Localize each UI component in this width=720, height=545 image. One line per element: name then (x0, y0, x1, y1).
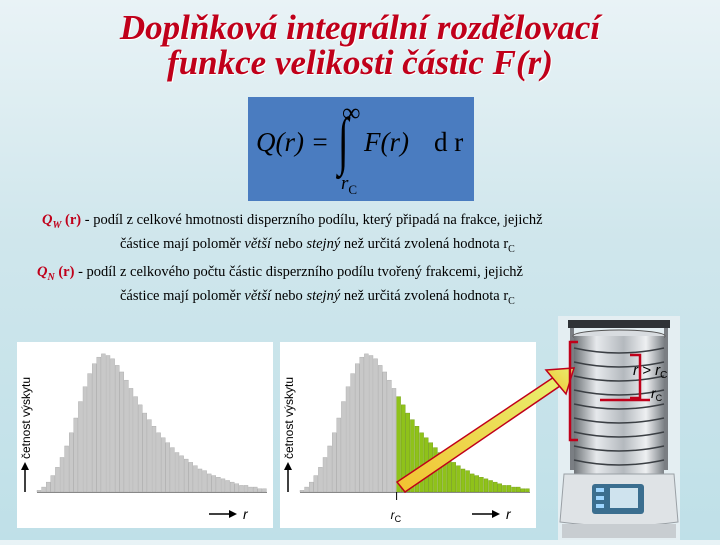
histogram-bar (216, 477, 220, 492)
histogram-bar (420, 433, 424, 492)
histogram-bar (346, 387, 350, 492)
histogram-bar (521, 489, 525, 492)
histogram-bar (452, 462, 456, 492)
histogram-bar (498, 484, 502, 492)
histogram-bar (406, 413, 410, 492)
page-title (0, 10, 720, 80)
histogram-bar (189, 462, 193, 492)
integral-upper-limit: ∞ (342, 98, 361, 127)
histogram-bar (249, 487, 253, 492)
histogram-bar (60, 457, 64, 492)
histogram-bar (318, 467, 322, 492)
histogram-bar (328, 446, 332, 492)
histogram-bar (262, 489, 266, 492)
histogram-bar (258, 489, 262, 492)
histogram-bar (221, 479, 225, 492)
histogram-bar (456, 466, 460, 492)
histogram-bar (424, 438, 428, 492)
histogram-bar (466, 471, 470, 492)
histogram-left (17, 342, 273, 528)
histogram-bar (212, 476, 216, 492)
histogram-bar (355, 364, 359, 492)
cutoff-label: $r_C$ (390, 508, 402, 524)
histogram-bar (138, 405, 142, 492)
histogram-bar (88, 374, 92, 492)
histogram-bar (69, 433, 73, 492)
formula-box (248, 97, 474, 201)
histogram-bar (193, 466, 197, 492)
histogram-bar (364, 354, 368, 492)
histogram-bar (525, 489, 529, 492)
histogram-bar (438, 453, 442, 492)
histogram-bar (415, 426, 419, 492)
symbol-qw: $Q_W$ (r) (42, 212, 82, 231)
formula-lhs: Q(r) = (256, 127, 329, 157)
histogram-bar (111, 359, 115, 492)
histogram-bar (78, 402, 82, 492)
histogram-bar (309, 482, 313, 492)
histogram-bar (244, 485, 248, 492)
title-line-1: Doplňková integrální rozdělovací (119, 8, 601, 47)
histogram-bar (161, 438, 165, 492)
histogram-bar (226, 480, 230, 492)
histogram-bar (332, 433, 336, 492)
histogram-bar (134, 397, 138, 492)
histogram-bar (323, 457, 327, 492)
histogram-right (280, 342, 536, 528)
histogram-bar (129, 388, 133, 492)
histogram-bar (401, 405, 405, 492)
histogram-bar (429, 443, 433, 492)
histogram-bar (97, 357, 101, 492)
histogram-bar (203, 471, 207, 492)
histogram-bar (489, 480, 493, 492)
histogram-bar (360, 357, 364, 492)
histogram-bar (351, 374, 355, 492)
histogram-bar (502, 485, 506, 492)
integral-lower-limit: $r_C$ (341, 173, 358, 197)
histogram-bar (55, 467, 59, 492)
histogram-bar (475, 476, 479, 492)
histogram-bar (143, 413, 147, 492)
histogram-bar (74, 418, 78, 492)
histogram-bar (493, 482, 497, 492)
histogram-bar (124, 380, 128, 492)
histogram-bar (184, 459, 188, 492)
histogram-bar (92, 364, 96, 492)
histogram-bar (314, 476, 318, 492)
histogram-bar (170, 448, 174, 492)
histogram-bar (479, 477, 483, 492)
histogram-bar (443, 456, 447, 492)
sieve-shaker-image (558, 316, 680, 540)
y-axis-label: četnost výskytu (19, 376, 33, 460)
histogram-bar (115, 365, 119, 492)
histogram-bar (207, 474, 211, 492)
sieve-label-top: $r > r_C$ (633, 362, 668, 381)
histogram-bar (230, 482, 234, 492)
histogram-bar (147, 420, 151, 492)
histogram-bar (180, 456, 184, 492)
histogram-bar (447, 459, 451, 492)
histogram-bar (512, 487, 516, 492)
definition-qn: $Q_N$ (r) - podíl z celkového počtu částic disperzního podílu tvořený frakcemi, jejichž částice mají poloměr větší nebo stejný než určitá zvolená hodnota $r_C$ (37, 264, 523, 307)
histogram-bar (374, 359, 378, 492)
symbol-qn: $Q_N$ (r) (37, 264, 75, 283)
histogram-bar (516, 487, 520, 492)
histogram-bar (51, 476, 55, 492)
histogram-bar (484, 479, 488, 492)
y-axis-label: četnost výskytu (282, 376, 296, 460)
histogram-bar (461, 469, 465, 492)
histogram-bar (83, 387, 87, 492)
histogram-bar (42, 487, 46, 492)
histogram-bar (101, 354, 105, 492)
histogram-bar (157, 433, 161, 492)
histogram-bar (369, 356, 373, 492)
histogram-bar (46, 482, 50, 492)
formula-differential: d r (434, 127, 464, 157)
histogram-bar (378, 365, 382, 492)
histogram-bar (392, 388, 396, 492)
histogram-bar (300, 490, 304, 492)
histogram-bar (37, 490, 41, 492)
integral-sign: ∫ (338, 105, 349, 176)
histogram-bar (175, 453, 179, 492)
histogram-bar (235, 484, 239, 492)
definition-qw: $Q_W$ (r) - podíl z celkové hmotnosti disperzního podílu, který připadá na frakce, jejichž částice mají poloměr větší nebo stejný než určitá zvolená hodnota $r_C$ (42, 212, 543, 255)
histogram-bar (65, 446, 69, 492)
histogram-bar (166, 443, 170, 492)
sieve-label-bottom: $r_C$ (651, 385, 663, 403)
formula-integrand: F(r) (364, 127, 409, 157)
histogram-bar (337, 418, 341, 492)
histogram-bar (433, 448, 437, 492)
histogram-bar (106, 356, 110, 492)
histogram-bar (120, 372, 124, 492)
histogram-bar (305, 487, 309, 492)
x-axis-label: r (243, 506, 248, 522)
x-axis-label: r (506, 506, 511, 522)
histogram-bar (341, 402, 345, 492)
histogram-bar (397, 397, 401, 492)
histogram-bar (253, 487, 257, 492)
histogram-bar (152, 426, 156, 492)
histogram-bar (507, 485, 511, 492)
histogram-bar (383, 372, 387, 492)
histogram-bar (239, 485, 243, 492)
histogram-bar (198, 469, 202, 492)
histogram-bar (470, 474, 474, 492)
title-line-2: funkce velikosti částic F(r) (167, 43, 553, 82)
histogram-bar (387, 380, 391, 492)
histogram-bar (410, 420, 414, 492)
